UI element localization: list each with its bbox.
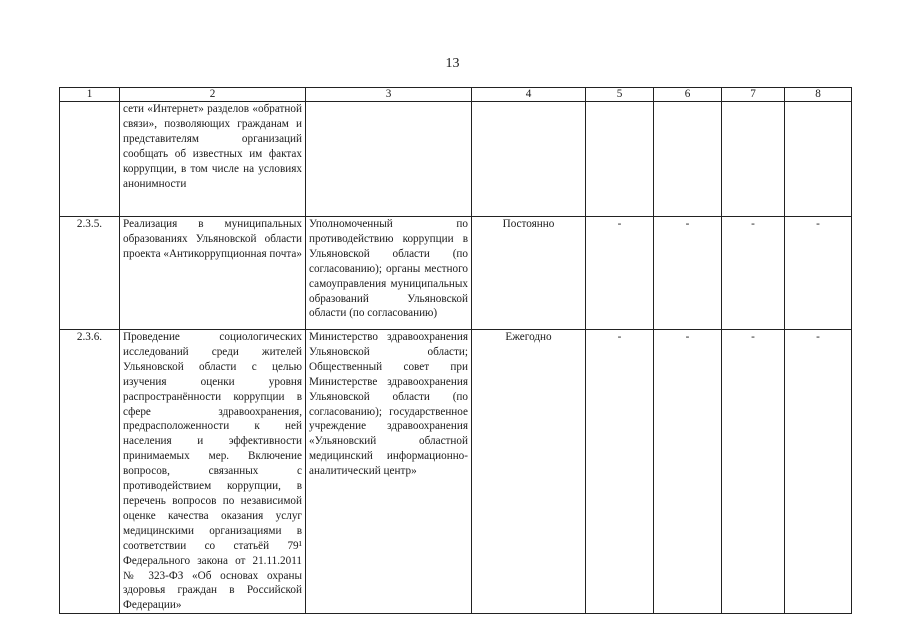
table-row (60, 330, 852, 614)
column-header: 4 (472, 88, 586, 102)
column-header: 7 (722, 88, 785, 102)
row-number-cell: 2.3.6. (60, 330, 120, 614)
responsible-cell: Министерство здравоохранения Ульяновской области; Общественный совет при Министерстве здравоохранения Ульяновской области (по согласованию); государственное учреждение здравоохранения «Ульяновский областной медицинский информационно-аналитический центр» (306, 330, 472, 614)
table-row (60, 102, 852, 217)
value-cell (722, 102, 785, 217)
term-cell: Постоянно (472, 217, 586, 330)
value-cell: - (722, 217, 785, 330)
value-cell: - (654, 330, 722, 614)
action-plan-table (59, 87, 852, 614)
value-cell (586, 102, 654, 217)
value-cell: - (785, 217, 852, 330)
value-cell: - (586, 330, 654, 614)
term-cell: Ежегодно (472, 330, 586, 614)
value-cell: - (722, 330, 785, 614)
row-number-cell: 2.3.5. (60, 217, 120, 330)
column-header: 5 (586, 88, 654, 102)
term-cell (472, 102, 586, 217)
responsible-cell (306, 102, 472, 217)
column-header: 2 (120, 88, 306, 102)
action-cell: сети «Интернет» разделов «обратной связи», позволяющих гражданам и представителям организаций сообщать об известных им фактах коррупции, в том числе на условиях анонимности (120, 102, 306, 217)
column-header: 3 (306, 88, 472, 102)
value-cell: - (785, 330, 852, 614)
column-header: 8 (785, 88, 852, 102)
value-cell: - (654, 217, 722, 330)
column-header: 1 (60, 88, 120, 102)
table-header-row (60, 88, 852, 102)
action-cell: Реализация в муниципальных образованиях Ульяновской области проекта «Антикоррупционная почта» (120, 217, 306, 330)
value-cell (654, 102, 722, 217)
row-number-cell (60, 102, 120, 217)
responsible-cell: Уполномоченный по противодействию коррупции в Ульяновской области (по согласованию); органы местного самоуправления муниципальных образований Ульяновской области (по согласованию) (306, 217, 472, 330)
value-cell (785, 102, 852, 217)
page-number: 13 (445, 56, 460, 71)
action-cell: Проведение социологических исследований среди жителей Ульяновской области с целью изучения оценки уровня распространённости коррупции в сфере здравоохранения, предрасположенности к ней населения и эффективности принимаемых мер. Включение вопросов, связанных с противодействием коррупции, в перечень вопросов по независимой оценке качества оказания услуг медицинскими организациями в соответствии со статьёй 79¹ Федерального закона от 21.11.2011 № 323-ФЗ «Об основах охраны здоровья граждан в Российской Федерации» (120, 330, 306, 614)
column-header: 6 (654, 88, 722, 102)
table-row (60, 217, 852, 330)
value-cell: - (586, 217, 654, 330)
